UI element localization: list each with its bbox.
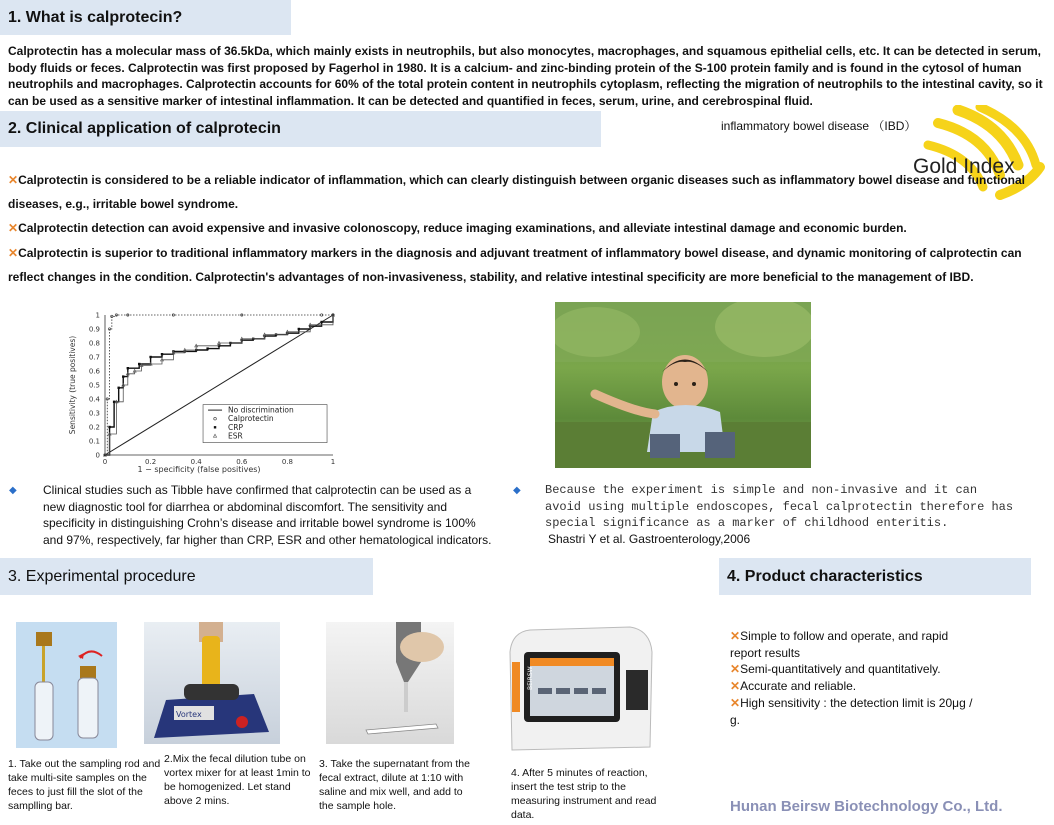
step2-caption: 2.Mix the fecal dilution tube on vortex mixer for at least 1min to be homogenized. Let stand above 2 mins. (164, 753, 311, 807)
legend-swatch (214, 426, 216, 428)
x-tick-label: 0 (102, 458, 108, 466)
characteristic-item (730, 678, 980, 695)
bullet-text: Calprotectin detection can avoid expensive and invasive colonoscopy, reduce imaging examinations, and alleviate intestinal damage and economic burden. (18, 221, 907, 235)
right-citation: Shastri Y et al. Gastroenterology,2006 (548, 532, 751, 546)
characteristic-item (730, 695, 980, 728)
characteristic-text: Accurate and reliable. (740, 679, 857, 694)
x-bullet-icon: ✕ (730, 679, 741, 694)
diamond-icon: ◆ (513, 485, 521, 496)
section1-title: 1. What is calprotecin? (8, 8, 183, 26)
data-point (298, 328, 300, 330)
roc-chart (65, 305, 350, 475)
legend-label: CRP (228, 422, 244, 432)
y-tick-label: 0.2 (88, 423, 100, 432)
characteristic-item (730, 661, 980, 678)
vortex-label: Vortex (176, 710, 202, 719)
step4-caption: 4. After 5 minutes of reaction, insert the test strip to the measuring instrument and read data. (511, 767, 657, 821)
diamond-icon: ◆ (9, 485, 17, 496)
step3-image (326, 622, 454, 744)
step4-image (500, 622, 665, 758)
y-tick-label: 0.3 (88, 409, 100, 418)
x-bullet-icon: ✕ (8, 221, 19, 235)
data-point (122, 375, 124, 377)
section4-header (719, 558, 1031, 595)
data-point (108, 426, 110, 428)
x-bullet-icon: ✕ (8, 173, 19, 187)
step2-image (144, 622, 280, 744)
step3-caption: 3. Take the supernatant from the fecal extract, dilute at 1:10 with saline and mix well, and add to the sample hole. (319, 758, 470, 812)
section3-header (0, 558, 373, 595)
y-tick-label: 0.9 (88, 325, 100, 334)
data-point (127, 367, 129, 369)
right-caption: Because the experiment is simple and non-invasive and it can avoid using multiple endoscopes, fecal calprotectin therefore has special significance as a marker of childhood enteritis. (545, 483, 1014, 530)
x-bullet-icon: ✕ (8, 246, 19, 260)
y-axis-label: Sensitivity (true positives) (68, 335, 77, 435)
y-tick-label: 0.7 (88, 353, 100, 362)
x-tick-label: 1 (330, 458, 336, 466)
data-point (206, 347, 208, 349)
data-point (161, 353, 163, 355)
x-bullet-icon: ✕ (730, 695, 741, 710)
section3-title: 3. Experimental procedure (8, 567, 196, 585)
product-characteristics-list (730, 628, 980, 728)
vortex-mixer-illustration (144, 622, 280, 744)
section1-body: Calprotectin has a molecular mass of 36.5kDa, which mainly exists in neutrophils, but also monocytes, macrophages, and squamous epithelial cells, etc. It can be detected in serum, body fluids or feces. Calprotectin was first proposed by Fagerhol in 1980. It is a calcium- and zinc-binding protein of the S-100 protein family and is found in the cytosol of human neutrophils and macrophages. Calprotectin accounts for 60% of the total protein content in neutrophils cytoplasm, reflecting the migration of neutrophils to the intestinal cavity, so it can be used as a sensitive marker of intestinal inflammation. It can be detected and quantified in feces, serum, urine, and cerebrospinal fluid. (8, 44, 1043, 108)
left-caption: Clinical studies such as Tibble have confirmed that calprotectin can be used as a new diagnostic tool for diarrhea or abdominal discomfort. The sensitivity and specificity in distinguishing Crohn’s disease and irritable bowel syndrome is 100% and 97%, respectively, far higher than CRP, ESR and other hematological indicators. (43, 483, 492, 547)
section2-title: 2. Clinical application of calprotecin (8, 120, 281, 137)
legend-label: No discrimination (228, 405, 294, 415)
x-bullet-icon: ✕ (730, 662, 741, 677)
y-tick-label: 0.6 (88, 367, 100, 376)
legend-label: Calprotectin (228, 414, 274, 424)
x-axis-label: 1 − specificity (false positives) (137, 465, 261, 474)
x-tick-label: 0.4 (190, 458, 202, 466)
child-photo (555, 302, 811, 468)
section4-title: 4. Product characteristics (727, 567, 923, 585)
section1-header (0, 0, 291, 35)
y-tick-label: 1 (95, 311, 100, 320)
sampling-tube-illustration (16, 622, 117, 748)
x-tick-label: 0.2 (145, 458, 157, 466)
y-tick-label: 0.4 (88, 395, 100, 404)
analyzer-device-illustration (500, 622, 665, 758)
data-point (149, 356, 151, 358)
characteristic-item (730, 628, 980, 661)
y-tick-label: 0.5 (88, 381, 100, 390)
section2-header (0, 111, 601, 147)
y-tick-label: 0.8 (88, 339, 100, 348)
characteristic-text: Simple to follow and operate, and rapid report results (730, 629, 949, 660)
x-tick-label: 0.6 (236, 458, 248, 466)
section2-bullet-2 (8, 216, 1038, 240)
section2-bullet-1 (8, 168, 1038, 216)
x-tick-label: 0.8 (281, 458, 293, 466)
data-point (320, 321, 322, 323)
pipette-illustration (326, 622, 454, 744)
bullet-text: Calprotectin is considered to be a reliable indicator of inflammation, which can clearly distinguish between organic diseases such as inflammatory bowel disease and functional diseases, e.g., irritable bowel syndrome. (8, 173, 1025, 211)
child-illustration (555, 302, 811, 468)
gold-index-text: Gold Index (913, 155, 1015, 178)
ibd-note: inflammatory bowel disease （IBD） (721, 119, 917, 133)
company-name: Hunan Beirsw Biotechnology Co., Ltd. (730, 798, 1003, 815)
y-tick-label: 0.1 (88, 437, 100, 446)
bullet-text: Calprotectin is superior to traditional inflammatory markers in the diagnosis and adjuvant treatment of inflammatory bowel disease, and dynamic monitoring of calprotectin can reflect changes in the condition. Calprotectin's advantages of non-invasiveness, stability, and relative intestinal specificity are more beneficial to the management of IBD. (8, 246, 1022, 284)
x-bullet-icon: ✕ (730, 629, 741, 643)
device-label: BEIRSW (527, 666, 534, 690)
data-point (138, 363, 140, 365)
section2-bullet-3 (8, 241, 1044, 289)
y-tick-label: 0 (95, 451, 100, 460)
characteristic-text: High sensitivity : the detection limit is 20μg / g. (730, 695, 973, 727)
characteristic-text: Semi-quantitatively and quantitatively. (740, 662, 941, 677)
step1-caption: 1. Take out the sampling rod and take multi-site samples on the feces to just fill the slot of the samplling bar. (8, 758, 161, 812)
legend-label: ESR (228, 431, 243, 441)
data-point (117, 387, 119, 389)
step1-image (16, 622, 117, 748)
